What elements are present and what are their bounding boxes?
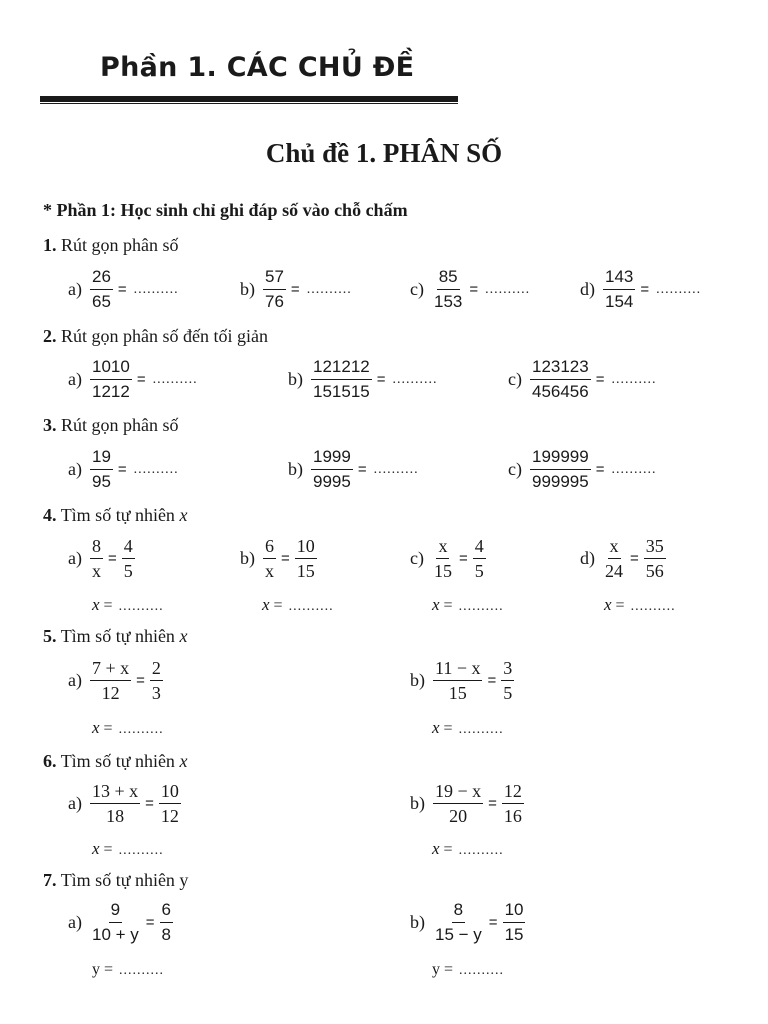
question-1-heading: 1. Rút gọn phân số bbox=[43, 235, 179, 255]
answer-blank[interactable]: .......... bbox=[392, 371, 438, 387]
q5-answer: x = .......... bbox=[92, 718, 164, 737]
answer-blank[interactable]: .......... bbox=[630, 599, 676, 614]
fraction: $\frac{57}{76}$ bbox=[265, 267, 284, 311]
fraction: $\frac{4}{5}$ bbox=[474, 536, 484, 581]
question-4-heading: 4. Tìm số tự nhiên x bbox=[43, 505, 188, 525]
question-3-heading: 3. Rút gọn phân số bbox=[43, 415, 179, 435]
q1-item: c) $\frac{85}{153}$ = .......... bbox=[410, 267, 531, 311]
fraction: $\frac{4}{5}$ bbox=[123, 536, 133, 581]
q5-answer: x = .......... bbox=[432, 718, 504, 737]
q3-item: a) $\frac{19}{95}$ = .......... bbox=[68, 447, 179, 491]
q2-item: c) $\frac{123123}{456456}$ = .......... bbox=[508, 357, 657, 401]
question-2-heading: 2. Rút gọn phân số đến tối giản bbox=[43, 326, 268, 346]
q3-item: b) $\frac{1999}{9995}$ = .......... bbox=[288, 447, 419, 491]
fraction: $\frac{3}{5}$ bbox=[503, 658, 513, 703]
answer-blank[interactable]: .......... bbox=[485, 281, 531, 297]
fraction: $\frac{85}{153}$ bbox=[433, 267, 463, 311]
fraction: $\frac{123123}{456456}$ bbox=[531, 357, 589, 401]
question-7-heading: 7. Tìm số tự nhiên y bbox=[43, 870, 189, 890]
fraction: $\frac{x}{15}$ bbox=[433, 536, 452, 581]
answer-blank[interactable]: .......... bbox=[133, 281, 179, 297]
fraction: $\frac{121212}{151515}$ bbox=[313, 357, 370, 401]
fraction: $\frac{35}{56}$ bbox=[645, 536, 664, 581]
q6-answer: x = .......... bbox=[432, 839, 504, 858]
fraction: $\frac{11 - x}{15}$ bbox=[435, 658, 481, 703]
question-6-heading: 6. Tìm số tự nhiên x bbox=[43, 751, 188, 771]
q6-answer: x = .......... bbox=[92, 839, 164, 858]
q2-item: b) $\frac{121212}{151515}$ = .......... bbox=[288, 357, 438, 401]
q4-answer: x = .......... bbox=[604, 595, 676, 614]
answer-blank[interactable]: .......... bbox=[152, 371, 198, 387]
answer-blank[interactable]: .......... bbox=[656, 281, 702, 297]
title-underline bbox=[40, 96, 458, 102]
q7-equation: a) $\frac{9}{10 + y}$ = $\frac{6}{8}$ bbox=[68, 900, 172, 944]
q5-equation: a) $\frac{7 + x}{12}$ = $\frac{2}{3}$ bbox=[68, 658, 161, 703]
q7-answer: y = .......... bbox=[432, 961, 505, 978]
fraction: $\frac{10}{15}$ bbox=[504, 900, 524, 944]
q4-answer: x = .......... bbox=[432, 595, 504, 614]
fraction: $\frac{6}{8}$ bbox=[161, 900, 172, 944]
answer-blank[interactable]: .......... bbox=[458, 722, 504, 737]
fraction: $\frac{x}{24}$ bbox=[605, 536, 623, 581]
q3-item: c) $\frac{199999}{999995}$ = .......... bbox=[508, 447, 657, 491]
topic-title: Chủ đề 1. PHÂN SỐ bbox=[265, 138, 503, 168]
fraction: $\frac{6}{x}$ bbox=[265, 536, 274, 581]
answer-blank[interactable]: .......... bbox=[288, 599, 334, 614]
fraction: $\frac{19 - x}{20}$ bbox=[435, 781, 482, 826]
fraction: $\frac{26}{65}$ bbox=[91, 267, 111, 311]
q1-item: d) $\frac{143}{154}$ = .......... bbox=[580, 267, 702, 311]
q1-item: b) $\frac{57}{76}$ = .......... bbox=[240, 267, 352, 311]
q4-equation: b) $\frac{6}{x}$ = $\frac{10}{15}$ bbox=[240, 536, 315, 581]
answer-blank[interactable]: .......... bbox=[458, 843, 504, 858]
instruction-text: * Phần 1: Học sinh chỉ ghi đáp số vào chỗ chấm bbox=[43, 200, 408, 220]
answer-blank[interactable]: .......... bbox=[133, 461, 179, 477]
answer-blank[interactable]: .......... bbox=[118, 722, 164, 737]
answer-blank[interactable]: .......... bbox=[306, 281, 352, 297]
answer-blank[interactable]: .......... bbox=[118, 843, 164, 858]
fraction: $\frac{10}{12}$ bbox=[160, 781, 179, 826]
answer-blank[interactable]: .......... bbox=[119, 963, 165, 978]
q1-item: a) $\frac{26}{65}$ = .......... bbox=[68, 267, 179, 311]
answer-blank[interactable]: .......... bbox=[458, 599, 504, 614]
fraction: $\frac{12}{16}$ bbox=[503, 781, 522, 826]
q7-answer: y = .......... bbox=[92, 961, 165, 978]
fraction: $\frac{2}{3}$ bbox=[151, 658, 161, 703]
fraction: $\frac{1999}{9995}$ bbox=[313, 447, 351, 491]
q2-item: a) $\frac{1010}{1212}$ = .......... bbox=[68, 357, 198, 401]
fraction: $\frac{10}{15}$ bbox=[296, 536, 315, 581]
fraction: $\frac{19}{95}$ bbox=[91, 447, 111, 491]
fraction: $\frac{13 + x}{18}$ bbox=[91, 781, 139, 826]
fraction: $\frac{8}{x}$ bbox=[91, 536, 101, 581]
answer-blank[interactable]: .......... bbox=[459, 963, 505, 978]
answer-blank[interactable]: .......... bbox=[611, 461, 657, 477]
answer-blank[interactable]: .......... bbox=[118, 599, 164, 614]
q4-answer: x = .......... bbox=[262, 595, 334, 614]
q4-answer: x = .......... bbox=[92, 595, 164, 614]
q5-equation: b) $\frac{11 - x}{15}$ = $\frac{3}{5}$ bbox=[410, 658, 513, 703]
fraction: $\frac{7 + x}{12}$ bbox=[91, 658, 130, 703]
q6-equation: a) $\frac{13 + x}{18}$ = $\frac{10}{12}$ bbox=[68, 781, 179, 826]
q6-equation: b) $\frac{19 - x}{20}$ = $\frac{12}{16}$ bbox=[410, 781, 522, 826]
answer-blank[interactable]: .......... bbox=[373, 461, 419, 477]
question-5-heading: 5. Tìm số tự nhiên x bbox=[43, 626, 188, 646]
q7-equation: b) $\frac{8}{15 - y}$ = $\frac{10}{15}$ bbox=[410, 900, 524, 944]
answer-blank[interactable]: .......... bbox=[611, 371, 657, 387]
q4-equation: c) $\frac{x}{15}$ = $\frac{4}{5}$ bbox=[410, 536, 484, 581]
fraction: $\frac{8}{15 - y}$ bbox=[435, 900, 482, 944]
fraction: $\frac{199999}{999995}$ bbox=[531, 447, 589, 491]
part-title: Phần 1. CÁC CHỦ ĐỀ bbox=[100, 52, 415, 83]
q4-equation: d) $\frac{x}{24}$ = $\frac{35}{56}$ bbox=[580, 536, 664, 581]
fraction: $\frac{1010}{1212}$ bbox=[91, 357, 130, 401]
fraction: $\frac{9}{10 + y}$ bbox=[91, 900, 139, 944]
q4-equation: a) $\frac{8}{x}$ = $\frac{4}{5}$ bbox=[68, 536, 133, 581]
fraction: $\frac{143}{154}$ bbox=[605, 267, 634, 311]
